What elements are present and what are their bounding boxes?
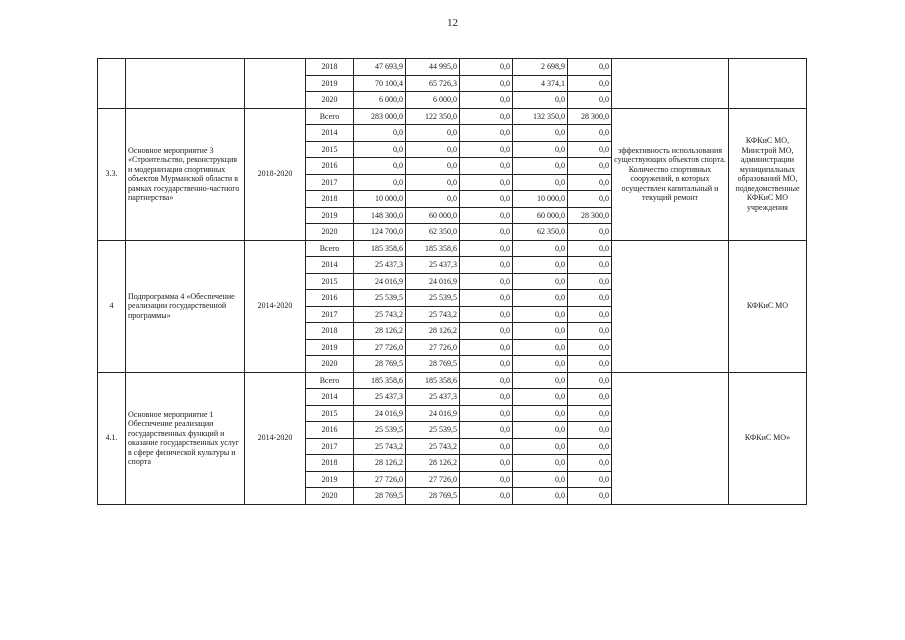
amount-cell: 65 726,3 (406, 75, 460, 92)
year-cell: 2018 (306, 59, 354, 76)
amount-cell: 25 539,5 (406, 290, 460, 307)
amount-cell: 0,0 (460, 59, 513, 76)
amount-cell: 25 437,3 (406, 389, 460, 406)
amount-cell: 0,0 (354, 125, 406, 142)
amount-cell: 60 000,0 (513, 207, 568, 224)
amount-cell: 25 743,2 (354, 306, 406, 323)
amount-cell: 28 769,5 (354, 488, 406, 505)
year-cell: 2020 (306, 92, 354, 109)
amount-cell: 4 374,1 (513, 75, 568, 92)
amount-cell: 0,0 (568, 174, 612, 191)
amount-cell: 0,0 (513, 141, 568, 158)
section-name: Подпрограмма 4 «Обеспечение реализации государственной программы» (126, 240, 245, 372)
amount-cell: 47 693,9 (354, 59, 406, 76)
amount-cell: 0,0 (460, 108, 513, 125)
amount-cell: 0,0 (568, 488, 612, 505)
section-indicator: эффективность использования существующих объектов спорта. Количество спортивных сооружений, в которых осуществлен капитальный и текущий ремонт (612, 108, 729, 240)
amount-cell: 0,0 (406, 174, 460, 191)
amount-cell: 0,0 (460, 257, 513, 274)
amount-cell: 0,0 (568, 339, 612, 356)
table-row (98, 240, 807, 257)
amount-cell: 0,0 (568, 323, 612, 340)
amount-cell: 25 743,2 (354, 438, 406, 455)
section-number: 3.3. (98, 108, 126, 240)
amount-cell: 27 726,0 (354, 339, 406, 356)
amount-cell: 24 016,9 (406, 405, 460, 422)
amount-cell: 0,0 (568, 306, 612, 323)
amount-cell: 0,0 (568, 257, 612, 274)
amount-cell: 0,0 (406, 191, 460, 208)
amount-cell: 0,0 (460, 488, 513, 505)
amount-cell: 0,0 (513, 174, 568, 191)
amount-cell: 28 126,2 (354, 323, 406, 340)
amount-cell: 0,0 (568, 158, 612, 175)
amount-cell: 0,0 (513, 422, 568, 439)
amount-cell: 24 016,9 (354, 273, 406, 290)
amount-cell: 122 350,0 (406, 108, 460, 125)
amount-cell: 25 743,2 (406, 306, 460, 323)
section-executor: КФКиС МО (729, 240, 807, 372)
year-cell: 2018 (306, 455, 354, 472)
amount-cell: 27 726,0 (406, 471, 460, 488)
amount-cell: 0,0 (460, 422, 513, 439)
amount-cell: 25 539,5 (406, 422, 460, 439)
year-cell: 2019 (306, 75, 354, 92)
amount-cell: 0,0 (460, 224, 513, 241)
amount-cell: 283 000,0 (354, 108, 406, 125)
year-cell: Всего (306, 240, 354, 257)
year-cell: Всего (306, 372, 354, 389)
amount-cell: 0,0 (354, 158, 406, 175)
amount-cell: 0,0 (460, 323, 513, 340)
amount-cell: 0,0 (460, 174, 513, 191)
section-executor: КФКиС МО, Минстрой МО, администрации муниципальных образований МО, подведомственные КФКиС МО учреждения (729, 108, 807, 240)
amount-cell: 28 126,2 (406, 323, 460, 340)
page-number: 12 (447, 17, 458, 29)
amount-cell: 0,0 (513, 92, 568, 109)
amount-cell: 24 016,9 (354, 405, 406, 422)
amount-cell: 185 358,6 (354, 240, 406, 257)
section-indicator (612, 240, 729, 372)
year-cell: 2014 (306, 257, 354, 274)
section-period: 2018-2020 (245, 108, 306, 240)
amount-cell: 132 350,0 (513, 108, 568, 125)
year-cell: 2014 (306, 389, 354, 406)
section-executor: КФКиС МО» (729, 372, 807, 504)
amount-cell: 0,0 (513, 438, 568, 455)
indicator-cell (612, 59, 729, 109)
section-name: Основное мероприятие 3 «Строительство, реконструкция и модернизация спортивных объектов Мурманской области в рамках государственно-частного партнерства» (126, 108, 245, 240)
amount-cell: 0,0 (460, 240, 513, 257)
amount-cell: 0,0 (460, 356, 513, 373)
amount-cell: 0,0 (513, 125, 568, 142)
amount-cell: 25 437,3 (354, 257, 406, 274)
amount-cell: 0,0 (513, 372, 568, 389)
amount-cell: 0,0 (568, 389, 612, 406)
amount-cell: 0,0 (513, 356, 568, 373)
year-cell: 2017 (306, 174, 354, 191)
amount-cell: 0,0 (568, 240, 612, 257)
amount-cell: 0,0 (568, 273, 612, 290)
amount-cell: 10 000,0 (354, 191, 406, 208)
amount-cell: 0,0 (568, 59, 612, 76)
amount-cell: 0,0 (513, 471, 568, 488)
amount-cell: 0,0 (460, 372, 513, 389)
amount-cell: 0,0 (568, 290, 612, 307)
year-cell: 2015 (306, 141, 354, 158)
amount-cell: 6 000,0 (406, 92, 460, 109)
amount-cell: 25 539,5 (354, 422, 406, 439)
amount-cell: 185 358,6 (354, 372, 406, 389)
amount-cell: 60 000,0 (406, 207, 460, 224)
amount-cell: 0,0 (513, 488, 568, 505)
amount-cell: 0,0 (513, 339, 568, 356)
amount-cell: 0,0 (568, 471, 612, 488)
amount-cell: 0,0 (406, 125, 460, 142)
amount-cell: 28 126,2 (354, 455, 406, 472)
section-name: Основное мероприятие 1 Обеспечение реализации государственных функций и оказание государственных услуг в сфере физической культуры и спорта (126, 372, 245, 504)
amount-cell: 0,0 (568, 455, 612, 472)
amount-cell: 0,0 (568, 356, 612, 373)
year-cell: 2019 (306, 207, 354, 224)
amount-cell: 0,0 (568, 422, 612, 439)
amount-cell: 25 743,2 (406, 438, 460, 455)
amount-cell: 148 300,0 (354, 207, 406, 224)
table-row (98, 372, 807, 389)
amount-cell: 0,0 (406, 158, 460, 175)
number-cell (98, 59, 126, 109)
amount-cell: 185 358,6 (406, 372, 460, 389)
section-number: 4.1. (98, 372, 126, 504)
amount-cell: 0,0 (568, 125, 612, 142)
amount-cell: 0,0 (513, 290, 568, 307)
year-cell: 2017 (306, 306, 354, 323)
year-cell: 2019 (306, 339, 354, 356)
amount-cell: 62 350,0 (513, 224, 568, 241)
amount-cell: 0,0 (568, 141, 612, 158)
amount-cell: 0,0 (460, 306, 513, 323)
amount-cell: 0,0 (460, 191, 513, 208)
amount-cell: 0,0 (568, 438, 612, 455)
amount-cell: 0,0 (460, 389, 513, 406)
amount-cell: 124 700,0 (354, 224, 406, 241)
amount-cell: 44 995,0 (406, 59, 460, 76)
amount-cell: 0,0 (460, 141, 513, 158)
section-period: 2014-2020 (245, 240, 306, 372)
year-cell: Всего (306, 108, 354, 125)
year-cell: 2016 (306, 422, 354, 439)
year-cell: 2018 (306, 323, 354, 340)
amount-cell: 0,0 (460, 92, 513, 109)
amount-cell: 70 100,4 (354, 75, 406, 92)
year-cell: 2018 (306, 191, 354, 208)
year-cell: 2015 (306, 405, 354, 422)
amount-cell: 0,0 (513, 323, 568, 340)
amount-cell: 0,0 (513, 257, 568, 274)
amount-cell: 28 300,0 (568, 207, 612, 224)
amount-cell: 0,0 (513, 273, 568, 290)
amount-cell: 2 698,9 (513, 59, 568, 76)
amount-cell: 0,0 (513, 455, 568, 472)
year-cell: 2016 (306, 290, 354, 307)
amount-cell: 25 437,3 (406, 257, 460, 274)
amount-cell: 0,0 (460, 455, 513, 472)
amount-cell: 28 300,0 (568, 108, 612, 125)
section-number: 4 (98, 240, 126, 372)
year-cell: 2015 (306, 273, 354, 290)
amount-cell: 0,0 (354, 174, 406, 191)
amount-cell: 0,0 (513, 240, 568, 257)
year-cell: 2020 (306, 224, 354, 241)
amount-cell: 0,0 (460, 207, 513, 224)
period-cell (245, 59, 306, 109)
amount-cell: 0,0 (460, 339, 513, 356)
year-cell: 2017 (306, 438, 354, 455)
amount-cell: 0,0 (460, 405, 513, 422)
amount-cell: 0,0 (513, 306, 568, 323)
table-row (98, 108, 807, 125)
amount-cell: 25 437,3 (354, 389, 406, 406)
year-cell: 2014 (306, 125, 354, 142)
name-cell (126, 59, 245, 109)
amount-cell: 0,0 (460, 125, 513, 142)
table-row (98, 59, 807, 76)
year-cell: 2020 (306, 356, 354, 373)
amount-cell: 27 726,0 (406, 339, 460, 356)
amount-cell: 62 350,0 (406, 224, 460, 241)
year-cell: 2016 (306, 158, 354, 175)
executor-cell (729, 59, 807, 109)
amount-cell: 28 769,5 (354, 356, 406, 373)
amount-cell: 0,0 (568, 372, 612, 389)
amount-cell: 28 126,2 (406, 455, 460, 472)
year-cell: 2020 (306, 488, 354, 505)
amount-cell: 0,0 (568, 405, 612, 422)
amount-cell: 0,0 (460, 75, 513, 92)
amount-cell: 0,0 (568, 224, 612, 241)
amount-cell: 0,0 (460, 438, 513, 455)
amount-cell: 24 016,9 (406, 273, 460, 290)
amount-cell: 0,0 (406, 141, 460, 158)
amount-cell: 0,0 (460, 290, 513, 307)
amount-cell: 0,0 (568, 191, 612, 208)
amount-cell: 0,0 (354, 141, 406, 158)
amount-cell: 6 000,0 (354, 92, 406, 109)
section-period: 2014-2020 (245, 372, 306, 504)
amount-cell: 0,0 (460, 471, 513, 488)
year-cell: 2019 (306, 471, 354, 488)
amount-cell: 0,0 (460, 158, 513, 175)
amount-cell: 28 769,5 (406, 488, 460, 505)
amount-cell: 0,0 (460, 273, 513, 290)
section-indicator (612, 372, 729, 504)
amount-cell: 28 769,5 (406, 356, 460, 373)
amount-cell: 0,0 (568, 92, 612, 109)
program-table (97, 58, 807, 505)
amount-cell: 185 358,6 (406, 240, 460, 257)
amount-cell: 0,0 (568, 75, 612, 92)
amount-cell: 0,0 (513, 158, 568, 175)
amount-cell: 0,0 (513, 389, 568, 406)
table-body (98, 59, 807, 505)
amount-cell: 0,0 (513, 405, 568, 422)
amount-cell: 25 539,5 (354, 290, 406, 307)
amount-cell: 10 000,0 (513, 191, 568, 208)
amount-cell: 27 726,0 (354, 471, 406, 488)
